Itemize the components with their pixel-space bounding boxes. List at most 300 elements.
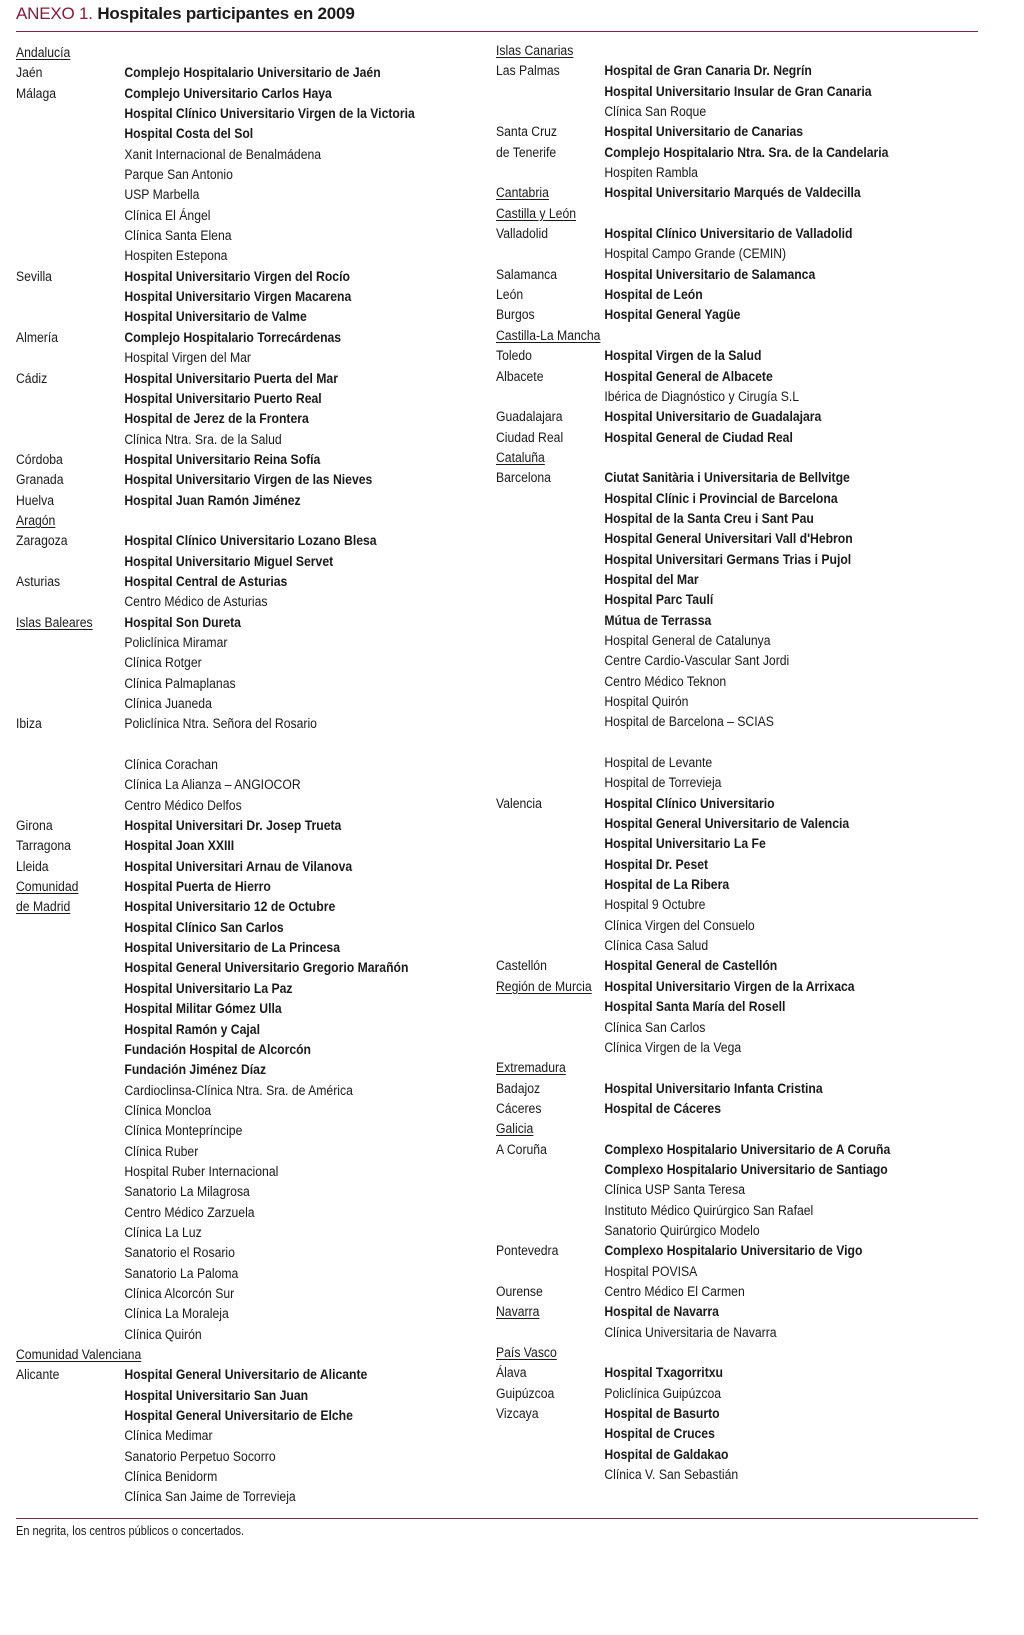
hospital-row xyxy=(16,735,486,755)
hospital-row xyxy=(16,1162,486,1182)
hospital-name: Hospital de Levante xyxy=(604,755,713,772)
hospital-row xyxy=(496,590,976,610)
hospital-row xyxy=(496,529,976,549)
hospital-row xyxy=(496,1241,976,1261)
hospital-row xyxy=(16,714,486,734)
hospital-row xyxy=(16,124,486,144)
hospital-name: Hospital Dr. Peset xyxy=(604,856,709,873)
hospital-row xyxy=(496,448,976,468)
hospital-row xyxy=(16,775,486,795)
hospital-row xyxy=(16,450,486,470)
hospital-name: Sanatorio La Paloma xyxy=(124,1265,239,1282)
hospital-name: Clínica San Carlos xyxy=(604,1019,706,1036)
province-label: A Coruña xyxy=(496,1141,547,1158)
hospital-name: Hospital de León xyxy=(604,287,703,304)
region-label: Navarra xyxy=(496,1304,540,1321)
hospital-row xyxy=(496,1160,976,1180)
hospital-row xyxy=(16,1386,486,1406)
hospital-row xyxy=(16,1060,486,1080)
province-label: Badajoz xyxy=(496,1080,541,1097)
hospital-row xyxy=(496,122,976,142)
hospital-row xyxy=(496,82,976,102)
hospital-row xyxy=(16,369,486,389)
hospital-name: Clínica San Roque xyxy=(604,104,707,121)
hospital-name: Hospital General Universitario de Valencia xyxy=(604,816,850,833)
hospital-name: Hospital 9 Octubre xyxy=(604,897,706,914)
hospital-name: Centro Médico Zarzuela xyxy=(124,1204,255,1221)
hospital-row xyxy=(16,1101,486,1121)
hospital-name: Clínica Universitaria de Navarra xyxy=(604,1324,777,1341)
hospital-name: Clínica Santa Elena xyxy=(124,228,232,245)
hospital-row xyxy=(496,1445,976,1465)
hospital-row xyxy=(496,1079,976,1099)
province-label: Burgos xyxy=(496,307,535,324)
hospital-row xyxy=(16,185,486,205)
region-label: Andalucía xyxy=(16,45,71,61)
hospital-row xyxy=(496,1119,976,1139)
hospital-name: Hospital General de Albacete xyxy=(604,368,773,385)
province-label: Las Palmas xyxy=(496,63,560,80)
hospital-row xyxy=(496,977,976,997)
hospital-row xyxy=(496,224,976,244)
province-label: Sevilla xyxy=(16,268,52,285)
hospital-row xyxy=(16,328,486,348)
hospital-name: Hospital POVISA xyxy=(604,1263,698,1280)
hospital-row xyxy=(16,1121,486,1141)
hospital-row xyxy=(16,674,486,694)
hospital-row xyxy=(16,1426,486,1446)
hospital-row xyxy=(496,550,976,570)
hospital-name: Hospital de Basurto xyxy=(604,1406,720,1423)
region-label: Región de Murcia xyxy=(496,978,592,995)
hospital-row xyxy=(16,246,486,266)
hospital-row xyxy=(16,511,486,531)
hospital-name: Hospital de Gran Canaria Dr. Negrín xyxy=(604,63,812,80)
hospital-row xyxy=(16,1203,486,1223)
hospital-name: Hospital Universitario de Guadalajara xyxy=(604,409,822,426)
hospital-row xyxy=(16,206,486,226)
region-label: Castilla-La Mancha xyxy=(496,327,601,344)
hospital-name: Fundación Jiménez Díaz xyxy=(124,1062,267,1079)
hospital-name: Clínica V. San Sebastián xyxy=(604,1467,739,1484)
hospital-name: Hospital Universitario La Paz xyxy=(124,980,293,997)
hospital-name: Centro Médico Teknon xyxy=(604,673,727,690)
hospital-name: Hospital Clínico Universitario de Valladolid xyxy=(604,226,853,243)
footnote: En negrita, los centros públicos o concertados. xyxy=(16,1524,245,1538)
hospital-row xyxy=(496,1058,976,1078)
hospital-row xyxy=(496,794,976,814)
hospital-row xyxy=(16,918,486,938)
annex-label: ANEXO 1. xyxy=(16,4,93,23)
hospital-name: Hospital de Navarra xyxy=(604,1304,719,1321)
hospital-row xyxy=(496,163,976,183)
hospital-name: Complexo Hospitalario Universitario de Santiago xyxy=(604,1161,888,1178)
region-label: Islas Baleares xyxy=(16,614,93,631)
hospital-name: Hospital de Jerez de la Frontera xyxy=(124,411,309,428)
region-label: Cataluña xyxy=(496,449,545,466)
hospital-name: Clínica San Jaime de Torrevieja xyxy=(124,1489,296,1506)
province-label: Ourense xyxy=(496,1283,543,1300)
hospital-row xyxy=(16,287,486,307)
hospital-name: Hospital de La Ribera xyxy=(604,877,730,894)
hospital-row xyxy=(16,857,486,877)
hospital-row xyxy=(16,531,486,551)
hospital-name: Sanatorio el Rosario xyxy=(124,1245,235,1262)
hospital-row xyxy=(16,979,486,999)
hospital-name: Hospital Universitario 12 de Octubre xyxy=(124,899,336,916)
hospital-name: Hospital Ramón y Cajal xyxy=(124,1021,260,1038)
province-label: Barcelona xyxy=(496,470,551,487)
right-column xyxy=(496,41,976,1485)
hospital-row xyxy=(16,1447,486,1467)
hospital-row xyxy=(16,409,486,429)
hospital-name: Mútua de Terrassa xyxy=(604,612,712,629)
hospital-name: Hospital General de Ciudad Real xyxy=(604,429,793,446)
hospital-name: Hospiten Estepona xyxy=(124,248,228,265)
hospital-row xyxy=(496,997,976,1017)
hospital-row xyxy=(496,773,976,793)
hospital-name: Clínica USP Santa Teresa xyxy=(604,1182,745,1199)
hospital-name: Clínica Ntra. Sra. de la Salud xyxy=(124,431,282,448)
hospital-row xyxy=(496,631,976,651)
province-label: Santa Cruz xyxy=(496,124,558,141)
hospital-name: Hospital Universitario Puerta del Mar xyxy=(124,370,338,387)
hospital-name: Hospital Universitario Miguel Servet xyxy=(124,553,334,570)
hospital-row xyxy=(496,1262,976,1282)
hospital-name: Hospital de Cruces xyxy=(604,1426,715,1443)
hospital-row xyxy=(16,572,486,592)
hospital-row xyxy=(16,1325,486,1345)
hospital-row xyxy=(496,326,976,346)
hospital-row xyxy=(16,1264,486,1284)
hospital-row xyxy=(496,692,976,712)
hospital-name: Hospital de Torrevieja xyxy=(604,775,722,792)
hospital-name: Hospital Juan Ramón Jiménez xyxy=(124,492,301,509)
hospital-name: Clínica La Moraleja xyxy=(124,1306,229,1323)
hospital-name: Hospital Militar Gómez Ulla xyxy=(124,1001,282,1018)
hospital-name: Centro Médico de Asturias xyxy=(124,594,268,611)
hospital-row xyxy=(496,428,976,448)
hospital-row xyxy=(16,1406,486,1426)
hospital-row xyxy=(496,102,976,122)
province-label: Guipúzcoa xyxy=(496,1385,555,1402)
hospital-row xyxy=(16,653,486,673)
province-label: Almería xyxy=(16,329,59,346)
hospital-name: Centre Cardio-Vascular Sant Jordi xyxy=(604,653,790,670)
hospital-name: Hospital Universitario Reina Sofía xyxy=(124,451,321,468)
province-label: Alicante xyxy=(16,1367,60,1384)
hospital-name: Hospital Virgen del Mar xyxy=(124,350,251,367)
hospital-name: Parque San Antonio xyxy=(124,167,233,184)
hospital-row xyxy=(16,165,486,185)
province-label: Jaén xyxy=(16,65,43,82)
province-label: Valencia xyxy=(496,795,542,812)
hospital-name: Complejo Universitario Carlos Haya xyxy=(124,85,332,102)
hospital-row xyxy=(496,570,976,590)
hospital-row xyxy=(496,1343,976,1363)
hospital-name: Sanatorio Perpetuo Socorro xyxy=(124,1448,276,1465)
region-label: Cantabria xyxy=(496,185,549,202)
hospital-row xyxy=(496,1302,976,1322)
province-label: Málaga xyxy=(16,85,57,102)
hospital-name: Hospital Clínico Universitario xyxy=(604,795,775,812)
hospital-name: Hospital Universitario de La Princesa xyxy=(124,940,340,957)
hospital-name: Clínica Quirón xyxy=(124,1326,202,1343)
hospital-row xyxy=(16,470,486,490)
hospital-name: Hospital Son Dureta xyxy=(124,614,241,631)
hospital-row xyxy=(16,1243,486,1263)
hospital-name: Hospital de Galdakao xyxy=(604,1446,729,1463)
region-label: País Vasco xyxy=(496,1345,557,1361)
hospital-row xyxy=(496,956,976,976)
hospital-row xyxy=(16,389,486,409)
hospital-row xyxy=(496,895,976,915)
hospital-row xyxy=(16,1040,486,1060)
province-label: Córdoba xyxy=(16,451,63,468)
hospital-row xyxy=(496,244,976,264)
hospital-name: Hospital de Cáceres xyxy=(604,1100,722,1117)
hospital-row xyxy=(496,672,976,692)
hospital-row xyxy=(16,1345,486,1365)
hospital-row xyxy=(16,552,486,572)
province-label: Albacete xyxy=(496,368,544,385)
hospital-row xyxy=(16,694,486,714)
hospital-name: Clínica La Luz xyxy=(124,1224,202,1241)
hospital-name: Clínica El Ángel xyxy=(124,207,211,224)
hospital-row xyxy=(496,367,976,387)
hospital-name: Hospital Universitario de Canarias xyxy=(604,124,804,141)
hospital-name: Complejo Hospitalario Torrecárdenas xyxy=(124,329,342,346)
hospital-row xyxy=(16,877,486,897)
hospital-row xyxy=(16,897,486,917)
hospital-name: Centro Médico Delfos xyxy=(124,797,242,814)
hospital-name: Hospital Txagorritxu xyxy=(604,1365,724,1382)
hospital-name: Hospital Universitario Virgen Macarena xyxy=(124,289,352,306)
region-label: Galicia xyxy=(496,1121,534,1138)
hospital-name: USP Marbella xyxy=(124,187,200,204)
province-label: Ibiza xyxy=(16,716,42,733)
hospital-row xyxy=(496,733,976,753)
hospital-row xyxy=(496,1221,976,1241)
province-label: Toledo xyxy=(496,348,532,365)
hospital-row xyxy=(496,265,976,285)
hospital-name: Fundación Hospital de Alcorcón xyxy=(124,1041,312,1058)
hospital-name: Policlínica Ntra. Señora del Rosario xyxy=(124,716,317,733)
province-label: de Tenerife xyxy=(496,144,557,161)
hospital-row xyxy=(16,938,486,958)
hospital-row xyxy=(16,307,486,327)
hospital-row xyxy=(496,1465,976,1485)
hospital-row xyxy=(16,1365,486,1385)
hospital-name: Hospital General Universitario de Elche xyxy=(124,1408,353,1425)
province-label: Guadalajara xyxy=(496,409,563,426)
hospital-row xyxy=(16,999,486,1019)
hospital-row xyxy=(496,1180,976,1200)
hospital-row xyxy=(496,1404,976,1424)
province-label: Álava xyxy=(496,1365,527,1382)
hospital-row xyxy=(496,1323,976,1343)
hospital-name: Hospital General Universitari Vall d'Hebron xyxy=(604,531,853,548)
hospital-name: Hospital Universitari Germans Trias i Pujol xyxy=(604,551,852,568)
hospital-row xyxy=(16,1487,486,1507)
hospital-row xyxy=(496,1282,976,1302)
hospital-name: Sanatorio La Milagrosa xyxy=(124,1184,250,1201)
hospital-name: Sanatorio Quirúrgico Modelo xyxy=(604,1222,760,1239)
hospital-row xyxy=(496,1201,976,1221)
hospital-row xyxy=(16,63,486,83)
hospital-row xyxy=(16,836,486,856)
hospital-name: Complexo Hospitalario Universitario de A Coruña xyxy=(604,1141,891,1158)
hospital-name: Clínica Virgen de la Vega xyxy=(604,1039,742,1056)
hospital-name: Hospital Joan XXIII xyxy=(124,838,235,855)
hospital-name: Hospital Universitario Virgen de las Nieves xyxy=(124,472,373,489)
hospital-row xyxy=(496,814,976,834)
hospital-row xyxy=(16,267,486,287)
province-label: Granada xyxy=(16,472,64,489)
hospital-name: Hospital General Universitario de Alicante xyxy=(124,1367,368,1384)
hospital-name: Hospital Universitario de Salamanca xyxy=(604,266,816,283)
hospital-name: Hospital General Universitario Gregorio Marañón xyxy=(124,960,409,977)
hospital-row xyxy=(16,1142,486,1162)
hospital-row xyxy=(496,651,976,671)
province-label: Cádiz xyxy=(16,370,48,387)
hospital-row xyxy=(16,491,486,511)
hospital-name: Clínica Benidorm xyxy=(124,1469,218,1486)
hospital-row xyxy=(496,1424,976,1444)
page-title xyxy=(16,4,355,24)
province-label: Castellón xyxy=(496,958,547,975)
region-label: Aragón xyxy=(16,512,56,529)
hospital-row xyxy=(16,430,486,450)
hospital-row xyxy=(496,305,976,325)
hospital-row xyxy=(16,1467,486,1487)
hospital-name: Clínica Palmaplanas xyxy=(124,675,236,692)
hospital-row xyxy=(496,1099,976,1119)
hospital-name: Complejo Hospitalario Ntra. Sra. de la Candelaria xyxy=(604,144,889,161)
province-label: Girona xyxy=(16,818,53,835)
hospital-name: Hospital General Yagüe xyxy=(604,307,741,324)
province-label: León xyxy=(496,287,524,304)
province-label: Zaragoza xyxy=(16,533,68,550)
hospital-row xyxy=(496,916,976,936)
province-label: Vizcaya xyxy=(496,1406,539,1423)
hospital-name: Hospital Virgen de la Salud xyxy=(604,348,762,365)
top-rule xyxy=(16,31,978,32)
hospital-row xyxy=(16,43,486,63)
hospital-name: Hospital Universitari Dr. Josep Trueta xyxy=(124,818,342,835)
hospital-row xyxy=(496,285,976,305)
annex-title: Hospitales participantes en 2009 xyxy=(97,4,355,23)
hospital-row xyxy=(496,468,976,488)
hospital-name: Hospital Costa del Sol xyxy=(124,126,254,143)
hospital-name: Complejo Hospitalario Universitario de Jaén xyxy=(124,65,381,82)
province-label: Asturias xyxy=(16,573,61,590)
province-label: Huelva xyxy=(16,492,54,509)
hospital-row xyxy=(496,855,976,875)
hospital-row xyxy=(16,1284,486,1304)
hospital-name: Hospital Universitario Insular de Gran Canaria xyxy=(604,83,872,100)
hospital-name: Hospital Quirón xyxy=(604,694,689,710)
hospital-row xyxy=(496,1018,976,1038)
hospital-row xyxy=(16,226,486,246)
hospital-name: Clínica Casa Salud xyxy=(604,938,709,955)
hospital-row xyxy=(496,61,976,81)
region-label: Extremadura xyxy=(496,1060,566,1077)
hospital-name: Hospital Universitari Arnau de Vilanova xyxy=(124,858,353,875)
hospital-name: Hospital Ruber Internacional xyxy=(124,1163,279,1180)
hospital-name: Hospital Universitario Virgen de la Arrixaca xyxy=(604,978,855,995)
hospital-name: Clínica Alcorcón Sur xyxy=(124,1285,235,1302)
hospital-row xyxy=(496,712,976,732)
hospital-row xyxy=(496,387,976,407)
province-label: Lleida xyxy=(16,858,49,875)
hospital-name: Hospital Clínic i Provincial de Barcelona xyxy=(604,490,838,507)
hospital-row xyxy=(16,796,486,816)
hospital-row xyxy=(16,104,486,124)
hospital-name: Hospital Universitario Infanta Cristina xyxy=(604,1080,823,1097)
hospital-name: Policlínica Guipúzcoa xyxy=(604,1385,722,1402)
hospital-row xyxy=(496,183,976,203)
hospital-row xyxy=(496,489,976,509)
hospital-row xyxy=(16,592,486,612)
province-label: Ciudad Real xyxy=(496,429,564,446)
hospital-name: Clínica Medimar xyxy=(124,1428,213,1445)
hospital-row xyxy=(16,145,486,165)
hospital-name: Ibérica de Diagnóstico y Cirugía S.L xyxy=(604,388,800,405)
hospital-name: Hospital Clínico San Carlos xyxy=(124,919,284,936)
hospital-name: Clínica Moncloa xyxy=(124,1102,212,1119)
hospital-row xyxy=(496,1363,976,1383)
hospital-name: Hospital General de Castellón xyxy=(604,958,778,975)
hospital-name: Clínica Ruber xyxy=(124,1143,199,1160)
province-label: Valladolid xyxy=(496,226,549,243)
hospital-row xyxy=(496,143,976,163)
hospital-row xyxy=(16,816,486,836)
left-column xyxy=(16,43,486,1508)
hospital-row xyxy=(496,834,976,854)
hospital-row xyxy=(16,1182,486,1202)
hospital-row xyxy=(496,1140,976,1160)
hospital-name: Clínica La Alianza – ANGIOCOR xyxy=(124,777,301,794)
hospital-name: Clínica Juaneda xyxy=(124,696,212,712)
hospital-row xyxy=(496,611,976,631)
hospital-name: Hospital Santa María del Rosell xyxy=(604,999,786,1016)
hospital-row xyxy=(16,84,486,104)
region-label: Islas Canarias xyxy=(496,43,574,59)
hospital-name: Hospital Universitario Marqués de Valdecilla xyxy=(604,185,861,202)
hospital-row xyxy=(496,1038,976,1058)
hospital-name: Hospital Universitario San Juan xyxy=(124,1387,309,1404)
hospital-name: Hospital de Barcelona – SCIAS xyxy=(604,714,774,731)
hospital-row xyxy=(16,633,486,653)
region-label: Castilla y León xyxy=(496,205,577,222)
province-label: Salamanca xyxy=(496,266,558,283)
region-label: Comunidad xyxy=(16,879,79,896)
hospital-row xyxy=(496,41,976,61)
hospital-row xyxy=(16,958,486,978)
hospital-name: Cardioclinsa-Clínica Ntra. Sra. de América xyxy=(124,1082,353,1099)
hospital-name: Hospital Puerta de Hierro xyxy=(124,879,271,896)
hospital-row xyxy=(16,1304,486,1324)
hospital-name: Clínica Rotger xyxy=(124,655,202,672)
hospital-row xyxy=(496,204,976,224)
province-label: Tarragona xyxy=(16,838,71,855)
hospital-row xyxy=(496,753,976,773)
hospital-name: Hospital Universitario Virgen del Rocío xyxy=(124,268,350,285)
hospital-row xyxy=(496,407,976,427)
hospital-row xyxy=(16,1081,486,1101)
hospital-name: Centro Médico El Carmen xyxy=(604,1283,745,1300)
